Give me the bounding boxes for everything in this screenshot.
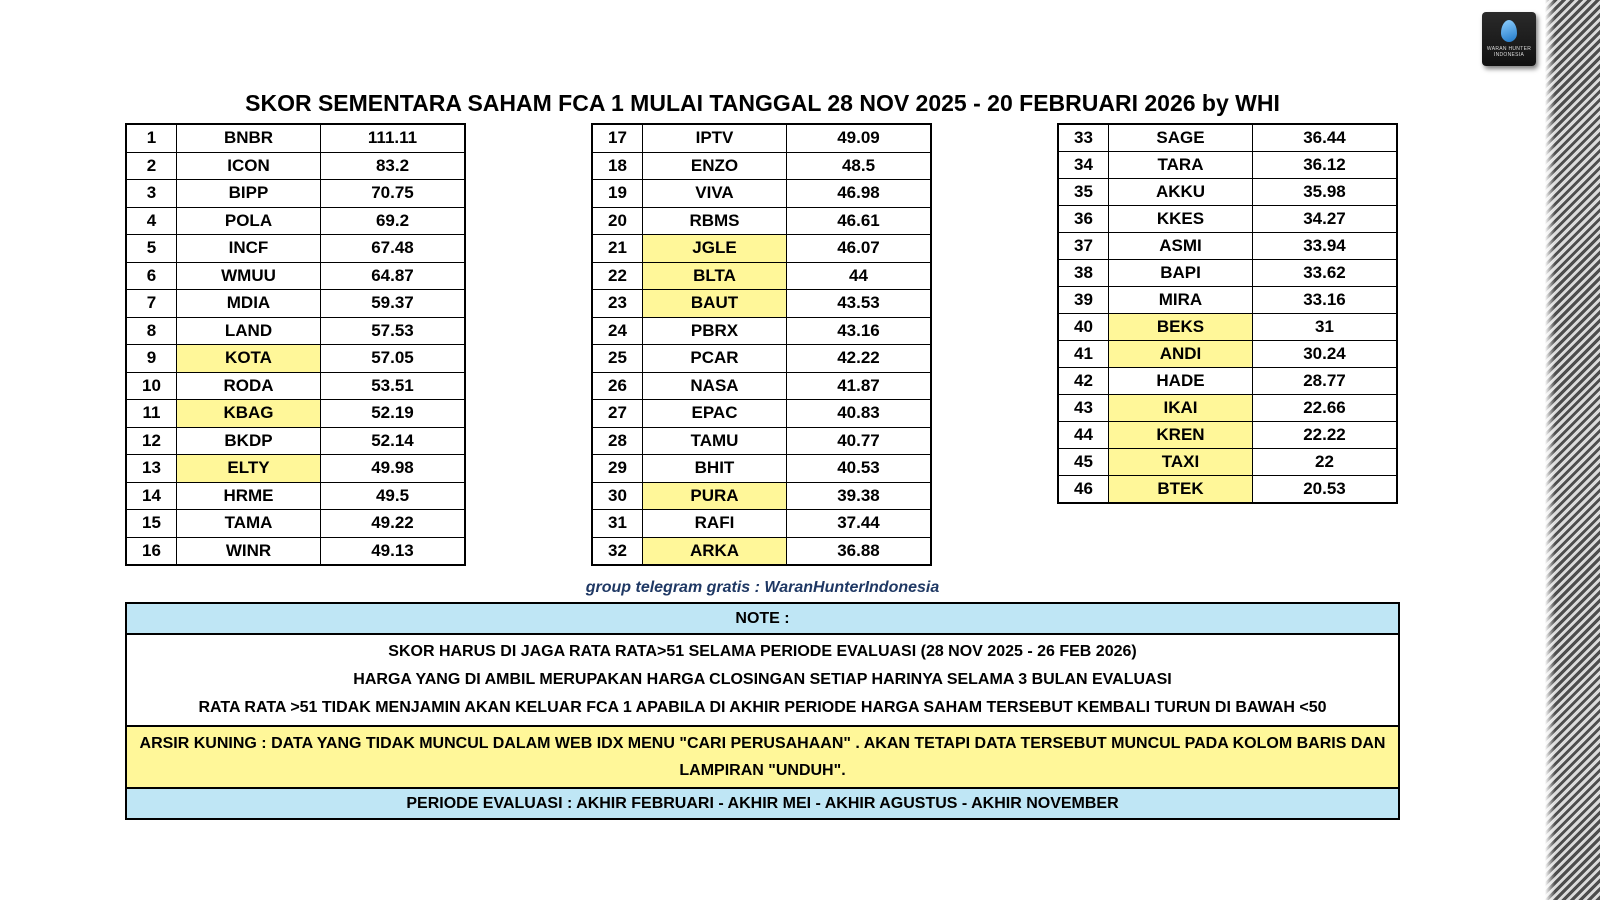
score-cell: 37.44 — [787, 510, 932, 538]
table-row — [592, 510, 931, 538]
score-cell: 33.16 — [1253, 287, 1398, 314]
note-line: HARGA YANG DI AMBIL MERUPAKAN HARGA CLOSINGAN SETIAP HARINYA SELAMA 3 BULAN EVALUASI — [353, 671, 1172, 688]
table-row — [592, 427, 931, 455]
rank-cell: 33 — [1058, 124, 1109, 152]
table-row — [592, 482, 931, 510]
score-cell: 69.2 — [321, 207, 466, 235]
note-header: NOTE : — [127, 604, 1398, 635]
table-row — [1058, 395, 1397, 422]
score-cell: 33.94 — [1253, 233, 1398, 260]
score-cell: 41.87 — [787, 372, 932, 400]
rank-cell: 23 — [592, 290, 643, 318]
score-cell: 39.38 — [787, 482, 932, 510]
rank-cell: 35 — [1058, 179, 1109, 206]
table-row — [126, 372, 465, 400]
stock-code-cell: RODA — [177, 372, 321, 400]
stock-code-cell: RBMS — [643, 207, 787, 235]
score-cell: 43.16 — [787, 317, 932, 345]
score-cell: 36.44 — [1253, 124, 1398, 152]
score-cell: 30.24 — [1253, 341, 1398, 368]
logo-text: WARAN HUNTER INDONESIA — [1486, 46, 1532, 58]
table-row — [592, 207, 931, 235]
table-row — [126, 537, 465, 565]
rank-cell: 20 — [592, 207, 643, 235]
table-row — [592, 372, 931, 400]
stock-code-cell: KKES — [1109, 206, 1253, 233]
rank-cell: 46 — [1058, 476, 1109, 504]
score-cell: 64.87 — [321, 262, 466, 290]
rank-cell: 39 — [1058, 287, 1109, 314]
stock-code-cell: JGLE — [643, 235, 787, 263]
rank-cell: 21 — [592, 235, 643, 263]
note-line: RATA RATA >51 TIDAK MENJAMIN AKAN KELUAR FCA 1 APABILA DI AKHIR PERIODE HARGA SAHAM TERSEBUT KEMBALI TURUN DI BAWAH <50 — [198, 699, 1327, 716]
table-row — [1058, 124, 1397, 152]
score-cell: 36.88 — [787, 537, 932, 565]
stock-code-cell: BHIT — [643, 455, 787, 483]
table-row — [592, 235, 931, 263]
score-cell: 46.07 — [787, 235, 932, 263]
rank-cell: 42 — [1058, 368, 1109, 395]
rank-cell: 13 — [126, 455, 177, 483]
stock-code-cell: WMUU — [177, 262, 321, 290]
score-cell: 42.22 — [787, 345, 932, 373]
rank-cell: 40 — [1058, 314, 1109, 341]
table-row — [1058, 449, 1397, 476]
stock-code-cell: TAMA — [177, 510, 321, 538]
rank-cell: 11 — [126, 400, 177, 428]
score-cell: 44 — [787, 262, 932, 290]
score-cell: 43.53 — [787, 290, 932, 318]
table-row — [126, 262, 465, 290]
score-cell: 22.66 — [1253, 395, 1398, 422]
rank-cell: 34 — [1058, 152, 1109, 179]
score-cell: 40.83 — [787, 400, 932, 428]
stock-code-cell: MDIA — [177, 290, 321, 318]
table-row — [126, 482, 465, 510]
stock-code-cell: BKDP — [177, 427, 321, 455]
score-cell: 49.13 — [321, 537, 466, 565]
rank-cell: 24 — [592, 317, 643, 345]
stock-code-cell: BNBR — [177, 124, 321, 152]
table-row — [126, 207, 465, 235]
stock-code-cell: INCF — [177, 235, 321, 263]
table-row — [126, 235, 465, 263]
table-row — [126, 455, 465, 483]
stock-code-cell: WINR — [177, 537, 321, 565]
stock-code-cell: NASA — [643, 372, 787, 400]
stock-code-cell: VIVA — [643, 180, 787, 208]
stock-code-cell: MIRA — [1109, 287, 1253, 314]
table-row — [126, 510, 465, 538]
rank-cell: 29 — [592, 455, 643, 483]
score-cell: 40.53 — [787, 455, 932, 483]
score-table-3 — [1057, 123, 1398, 504]
stock-code-cell: EPAC — [643, 400, 787, 428]
rank-cell: 12 — [126, 427, 177, 455]
score-cell: 52.19 — [321, 400, 466, 428]
notes-box — [125, 602, 1400, 820]
score-cell: 46.98 — [787, 180, 932, 208]
score-table-1 — [125, 123, 466, 566]
evaluation-period-note: PERIODE EVALUASI : AKHIR FEBRUARI - AKHIR MEI - AKHIR AGUSTUS - AKHIR NOVEMBER — [127, 789, 1398, 818]
telegram-group-text: group telegram gratis : WaranHunterIndonesia — [585, 579, 940, 596]
rank-cell: 2 — [126, 152, 177, 180]
score-cell: 53.51 — [321, 372, 466, 400]
stock-code-cell: BEKS — [1109, 314, 1253, 341]
rank-cell: 31 — [592, 510, 643, 538]
score-cell: 49.98 — [321, 455, 466, 483]
table-row — [592, 180, 931, 208]
rank-cell: 37 — [1058, 233, 1109, 260]
rank-cell: 16 — [126, 537, 177, 565]
score-cell: 35.98 — [1253, 179, 1398, 206]
table-row — [1058, 287, 1397, 314]
highlight-explanation-note: ARSIR KUNING : DATA YANG TIDAK MUNCUL DALAM WEB IDX MENU "CARI PERUSAHAAN" . AKAN TETAPI DATA TERSEBUT MUNCUL PADA KOLOM BARIS DAN LAMPIRAN "UNDUH". — [127, 727, 1398, 789]
stock-code-cell: RAFI — [643, 510, 787, 538]
table-row — [126, 124, 465, 152]
table-row — [1058, 152, 1397, 179]
stock-code-cell: POLA — [177, 207, 321, 235]
stock-code-cell: TARA — [1109, 152, 1253, 179]
score-cell: 52.14 — [321, 427, 466, 455]
rank-cell: 4 — [126, 207, 177, 235]
score-cell: 22 — [1253, 449, 1398, 476]
rank-cell: 5 — [126, 235, 177, 263]
table-row — [1058, 233, 1397, 260]
table-row — [592, 262, 931, 290]
table-row — [126, 152, 465, 180]
table-row — [1058, 179, 1397, 206]
stock-code-cell: BTEK — [1109, 476, 1253, 504]
stock-code-cell: BLTA — [643, 262, 787, 290]
score-cell: 48.5 — [787, 152, 932, 180]
rank-cell: 25 — [592, 345, 643, 373]
rank-cell: 18 — [592, 152, 643, 180]
score-cell: 57.53 — [321, 317, 466, 345]
stock-code-cell: BAUT — [643, 290, 787, 318]
table-row — [592, 317, 931, 345]
score-cell: 49.22 — [321, 510, 466, 538]
score-cell: 40.77 — [787, 427, 932, 455]
rank-cell: 9 — [126, 345, 177, 373]
stock-code-cell: ASMI — [1109, 233, 1253, 260]
score-cell: 34.27 — [1253, 206, 1398, 233]
whi-logo — [1482, 12, 1536, 66]
rank-cell: 19 — [592, 180, 643, 208]
score-cell: 36.12 — [1253, 152, 1398, 179]
stock-code-cell: HRME — [177, 482, 321, 510]
score-table-2 — [591, 123, 932, 566]
stock-code-cell: KBAG — [177, 400, 321, 428]
stock-code-cell: BAPI — [1109, 260, 1253, 287]
table-row — [592, 400, 931, 428]
table-row — [126, 427, 465, 455]
stock-code-cell: ANDI — [1109, 341, 1253, 368]
rank-cell: 43 — [1058, 395, 1109, 422]
rank-cell: 32 — [592, 537, 643, 565]
rank-cell: 27 — [592, 400, 643, 428]
stock-code-cell: SAGE — [1109, 124, 1253, 152]
score-cell: 22.22 — [1253, 422, 1398, 449]
table-row — [592, 455, 931, 483]
decorative-side-strip — [1545, 0, 1600, 900]
score-cell: 31 — [1253, 314, 1398, 341]
stock-code-cell: KOTA — [177, 345, 321, 373]
stock-code-cell: LAND — [177, 317, 321, 345]
stock-code-cell: BIPP — [177, 180, 321, 208]
stock-code-cell: ELTY — [177, 455, 321, 483]
rank-cell: 41 — [1058, 341, 1109, 368]
water-drop-icon — [1501, 20, 1517, 42]
table-row — [1058, 368, 1397, 395]
note-body — [127, 635, 1398, 727]
score-cell: 49.09 — [787, 124, 932, 152]
stock-code-cell: HADE — [1109, 368, 1253, 395]
stock-code-cell: KREN — [1109, 422, 1253, 449]
table-row — [1058, 260, 1397, 287]
rank-cell: 45 — [1058, 449, 1109, 476]
table-row — [1058, 476, 1397, 504]
table-row — [126, 290, 465, 318]
stock-code-cell: PBRX — [643, 317, 787, 345]
rank-cell: 1 — [126, 124, 177, 152]
score-cell: 46.61 — [787, 207, 932, 235]
score-cell: 67.48 — [321, 235, 466, 263]
table-row — [126, 345, 465, 373]
score-cell: 20.53 — [1253, 476, 1398, 504]
rank-cell: 14 — [126, 482, 177, 510]
table-row — [592, 537, 931, 565]
table-row — [592, 124, 931, 152]
table-row — [1058, 422, 1397, 449]
rank-cell: 30 — [592, 482, 643, 510]
score-cell: 49.5 — [321, 482, 466, 510]
rank-cell: 38 — [1058, 260, 1109, 287]
stock-code-cell: PURA — [643, 482, 787, 510]
table-row — [126, 317, 465, 345]
rank-cell: 28 — [592, 427, 643, 455]
score-cell: 59.37 — [321, 290, 466, 318]
stock-code-cell: TAXI — [1109, 449, 1253, 476]
stock-code-cell: ENZO — [643, 152, 787, 180]
rank-cell: 15 — [126, 510, 177, 538]
stock-code-cell: IKAI — [1109, 395, 1253, 422]
score-cell: 57.05 — [321, 345, 466, 373]
rank-cell: 22 — [592, 262, 643, 290]
note-line: SKOR HARUS DI JAGA RATA RATA>51 SELAMA PERIODE EVALUASI (28 NOV 2025 - 26 FEB 2026) — [388, 643, 1137, 660]
rank-cell: 17 — [592, 124, 643, 152]
rank-cell: 10 — [126, 372, 177, 400]
page-title: SKOR SEMENTARA SAHAM FCA 1 MULAI TANGGAL 28 NOV 2025 - 20 FEBRUARI 2026 by WHI — [245, 90, 1280, 116]
stock-code-cell: TAMU — [643, 427, 787, 455]
table-row — [592, 152, 931, 180]
stock-code-cell: ICON — [177, 152, 321, 180]
table-row — [592, 290, 931, 318]
rank-cell: 3 — [126, 180, 177, 208]
rank-cell: 8 — [126, 317, 177, 345]
rank-cell: 7 — [126, 290, 177, 318]
rank-cell: 44 — [1058, 422, 1109, 449]
table-row — [1058, 341, 1397, 368]
table-row — [126, 180, 465, 208]
score-cell: 111.11 — [321, 124, 466, 152]
score-cell: 70.75 — [321, 180, 466, 208]
rank-cell: 6 — [126, 262, 177, 290]
table-row — [1058, 314, 1397, 341]
stock-code-cell: PCAR — [643, 345, 787, 373]
score-cell: 33.62 — [1253, 260, 1398, 287]
score-cell: 83.2 — [321, 152, 466, 180]
stock-code-cell: IPTV — [643, 124, 787, 152]
table-row — [126, 400, 465, 428]
stock-code-cell: ARKA — [643, 537, 787, 565]
rank-cell: 26 — [592, 372, 643, 400]
rank-cell: 36 — [1058, 206, 1109, 233]
table-row — [1058, 206, 1397, 233]
table-row — [592, 345, 931, 373]
score-cell: 28.77 — [1253, 368, 1398, 395]
stock-code-cell: AKKU — [1109, 179, 1253, 206]
